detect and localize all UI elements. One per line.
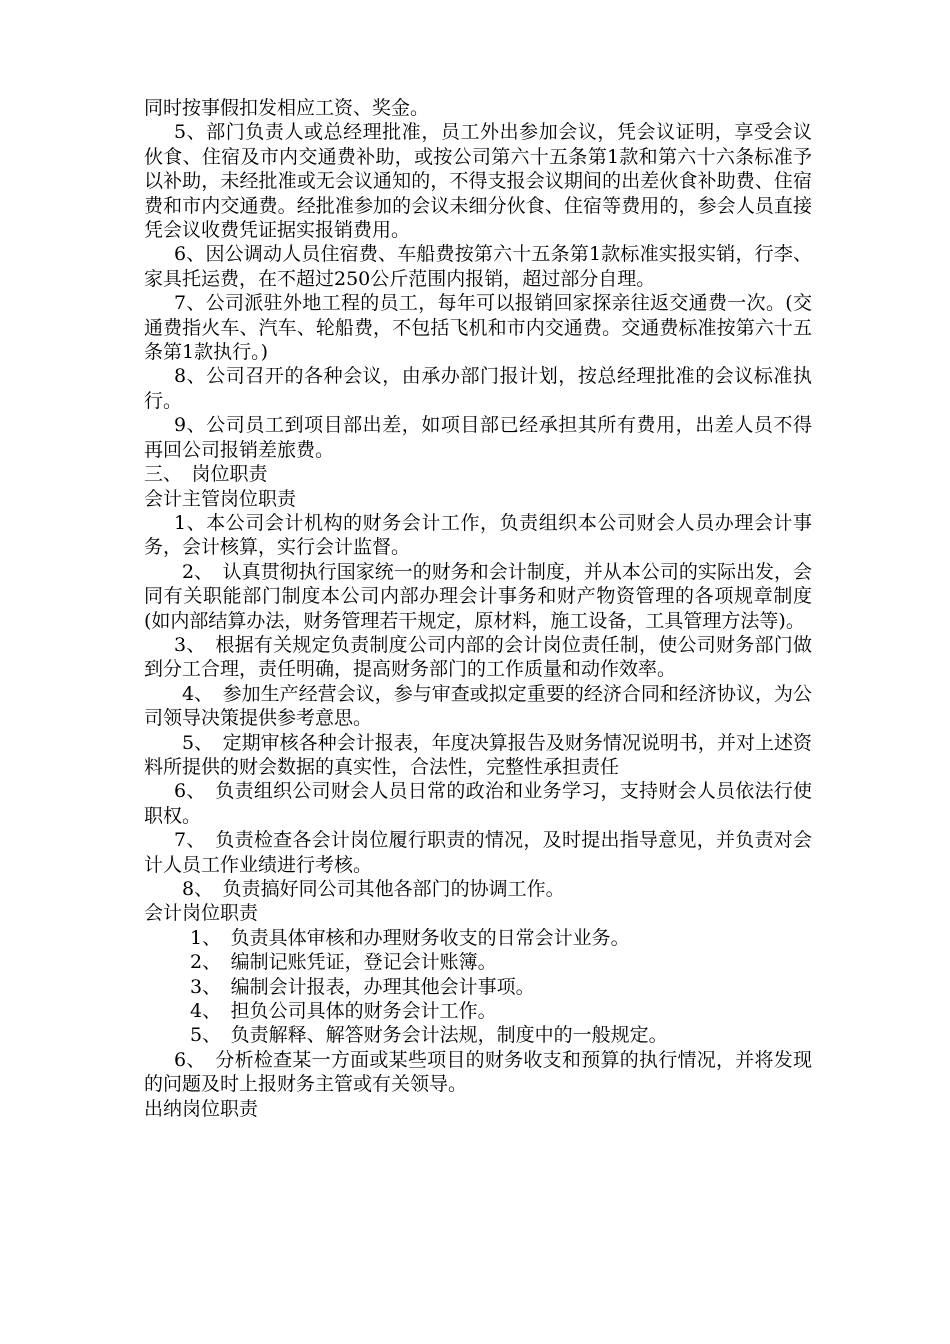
accountant-duty-5: 5、 负责解释、解答财务会计法规，制度中的一般规定。 [190,1024,668,1047]
accountant-duty-3: 3、 编制会计报表，办理其他会计事项。 [190,975,535,998]
accountant-duty-2: 2、 编制记账凭证，登记会计账簿。 [190,951,497,974]
accountant-duty-6: 6、 分析检查某一方面或某些项目的财务收支和预算的执行情况，并将发现的问题及时上报财务主管或有关领导。 [144,1048,812,1096]
supervisor-duty-7: 7、 负责检查各会计岗位履行职责的情况，及时提出指导意见，并负责对会计人员工作业绩进行考核。 [144,829,812,876]
supervisor-duty-3: 3、 根据有关规定负责制度公司内部的会计岗位责任制，使公司财务部门做到分工合理，责任明确，提高财务部门的工作质量和动作效率。 [144,633,812,681]
accountant-duty-1: 1、 负责具体审核和办理财务收支的日常会计业务。 [190,926,630,949]
paragraph-item-8-company-meeting: 8、公司召开的各种会议，由承办部门报计划，按总经理批准的会议标准执行。 [144,365,812,412]
subheading-accountant: 会计岗位职责 [144,902,259,925]
supervisor-duty-6: 6、 负责组织公司财会人员日常的政治和业务学习，支持财会人员依法行使职权。 [144,780,812,827]
subheading-accounting-supervisor: 会计主管岗位职责 [144,487,297,510]
paragraph-continuation: 同时按事假扣发相应工资、奖金。 [144,97,430,119]
paragraph-item-6-transfer: 6、因公调动人员住宿费、车船费按第六十五条第1款标准实报实销，行李、家具托运费，在不超过250公斤范围内报销，超过部分自理。 [144,243,812,290]
paragraph-item-7-home-visit: 7、公司派驻外地工程的员工，每年可以报销回家探亲往返交通费一次。(交通费指火车、汽车、轮船费，不包括飞机和市内交通费。交通费标准按第六十五条第1款执行。) [144,292,812,364]
accountant-duty-4: 4、 担负公司具体的财务会计工作。 [190,1000,497,1023]
document-body [144,96,812,1121]
supervisor-duty-8: 8、 负责搞好同公司其他各部门的协调工作。 [182,878,565,900]
paragraph-item-5-meeting: 5、部门负责人或总经理批准，员工外出参加会议，凭会议证明，享受会议伙食、住宿及市内交通费补助，或按公司第六十五条第1款和第六十六条标准予以补助，未经批准或无会议通知的，不得支报会议期间的出差伙食补助费、住宿费和市内交通费。经批准参加的会议未细分伙食、住宿等费用的，参会人员直接凭会议收费凭证据实报销费用。 [144,121,812,242]
paragraph-item-9-project-trip: 9、公司员工到项目部出差，如项目部已经承担其所有费用，出差人员不得再回公司报销差旅费。 [144,414,812,461]
subheading-cashier: 出纳岗位职责 [144,1097,259,1120]
supervisor-duty-2: 2、 认真贯彻执行国家统一的财务和会计制度，并从本公司的实际出发，会同有关职能部门制度本公司内部办理会计事务和财产物资管理的各项规章制度(如内部结算办法，财务管理若干规定，原材料，施工设备，工具管理方法等)。 [144,560,812,632]
supervisor-duty-4: 4、 参加生产经营会议，参与审查或拟定重要的经济合同和经济协议，为公司领导决策提供参考意思。 [144,682,812,730]
section-heading-duties: 三、 岗位职责 [144,463,268,486]
supervisor-duty-1: 1、本公司会计机构的财务会计工作，负责组织本公司财会人员办理会计事务，会计核算，实行会计监督。 [144,511,812,559]
supervisor-duty-5: 5、 定期审核各种会计报表，年度决算报告及财务情况说明书，并对上述资料所提供的财会数据的真实性，合法性，完整性承担责任 [144,731,812,778]
